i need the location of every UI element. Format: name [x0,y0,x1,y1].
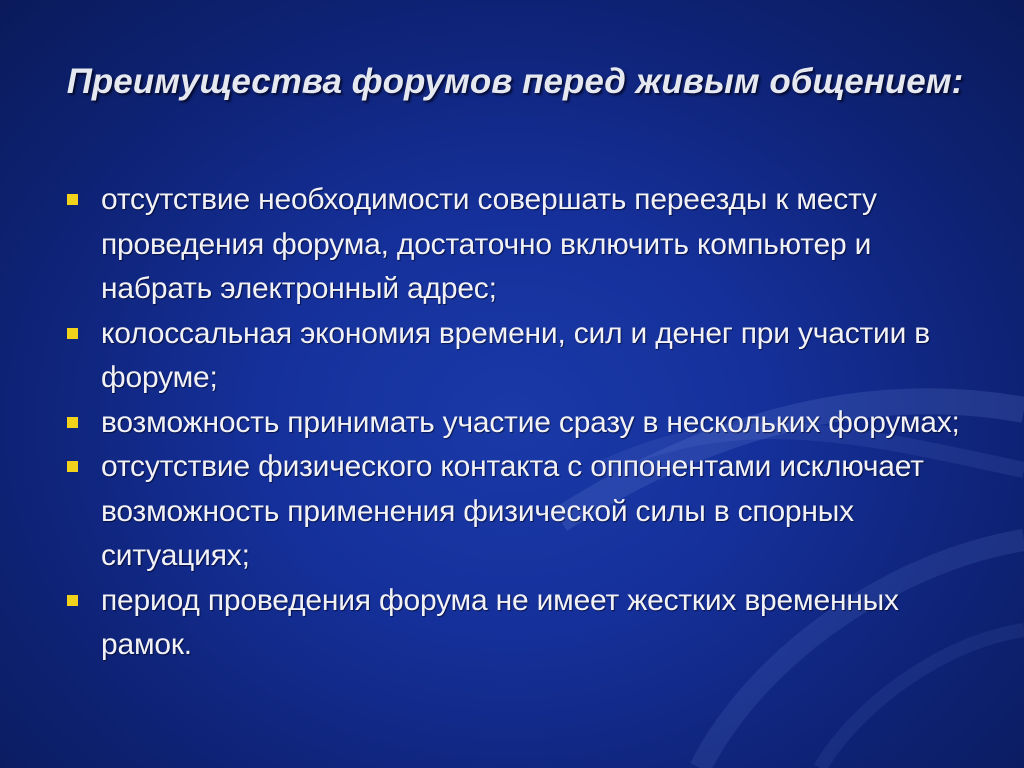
bullet-text: отсутствие физического контакта с оппонентами исключает возможность применения физической силы в спорных ситуациях; [101,450,924,572]
square-bullet-icon [67,461,78,472]
square-bullet-icon [67,194,78,205]
list-item [60,312,970,401]
list-item [60,178,970,312]
bullet-list [60,178,970,668]
list-item [60,445,970,579]
square-bullet-icon [67,328,78,339]
bullet-text: отсутствие необходимости совершать переезды к месту проведения форума, достаточно включить компьютер и набрать электронный адрес; [101,183,877,305]
list-item [60,579,970,668]
square-bullet-icon [67,417,78,428]
bullet-text: период проведения форума не имеет жестких временных рамок. [101,583,899,661]
slide-title: Преимущества форумов перед живым общением: [66,62,964,101]
bullet-text: возможность принимать участие сразу в нескольких форумах; [101,405,960,439]
bullet-text: колоссальная экономия времени, сил и денег при участии в форуме; [101,316,931,394]
list-item [60,401,970,446]
square-bullet-icon [67,595,78,606]
